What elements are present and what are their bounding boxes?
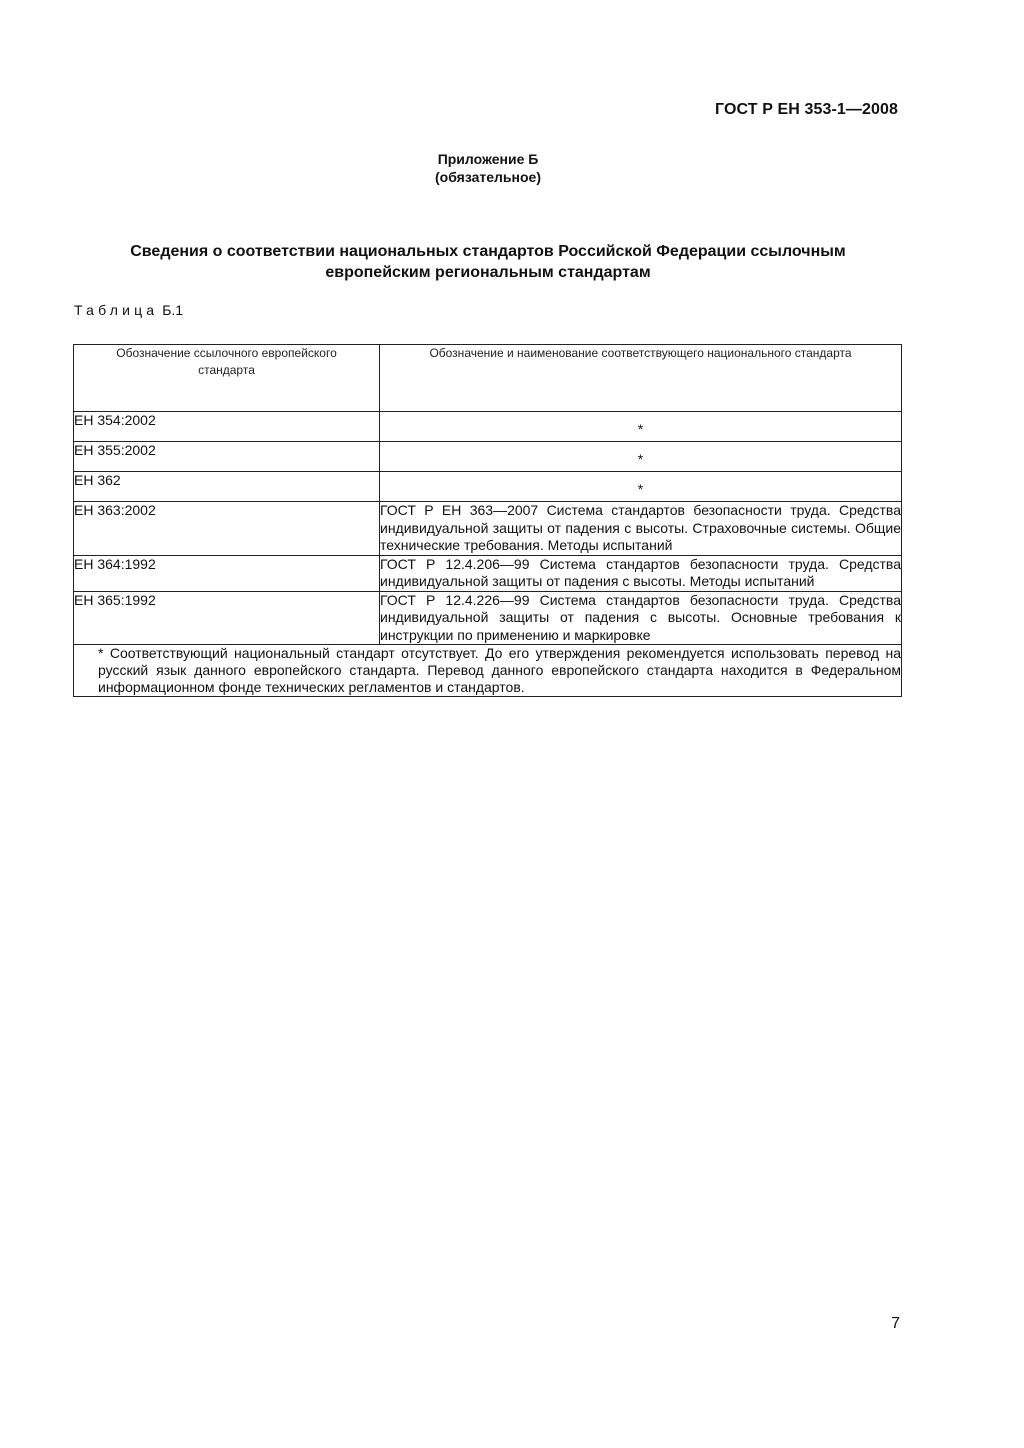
cell-ref: ЕН 362	[74, 472, 380, 502]
page-title	[74, 241, 902, 283]
table-row	[74, 412, 902, 442]
table-row	[74, 442, 902, 472]
cell-national: *	[380, 442, 902, 472]
cell-ref: ЕН 365:1992	[74, 591, 380, 645]
cell-national: ГОСТ Р ЕН 363—2007 Система стандартов безопасности труда. Средства индивидуальной защиты от падения с высоты. Страховочные системы. Общие технические требования. Методы испытаний	[380, 502, 901, 553]
table-label	[74, 302, 183, 318]
table-footnote	[74, 645, 902, 697]
appendix-status: (обязательное)	[434, 169, 541, 185]
cell-national: *	[380, 412, 902, 442]
cell-ref: ЕН 354:2002	[74, 412, 380, 442]
table-row	[74, 555, 902, 591]
table-footnote-row	[74, 645, 902, 697]
table-label-number: Б.1	[162, 302, 184, 318]
title-line-2: европейским региональным стандартам	[325, 264, 651, 281]
title-line-1: Сведения о соответствии национальных стандартов Российской Федерации ссылочным	[130, 243, 846, 260]
table-header-row	[74, 345, 902, 412]
table-row	[74, 591, 902, 645]
cell-ref: ЕН 355:2002	[74, 442, 380, 472]
appendix-heading	[0, 150, 976, 186]
page-number: 7	[891, 1315, 900, 1332]
cell-national: ГОСТ Р 12.4.226—99 Система стандартов безопасности труда. Средства индивидуальной защиты от падения с высоты. Основные требования к инструкции по применению и маркировке	[380, 591, 901, 643]
cell-ref: ЕН 364:1992	[74, 555, 380, 591]
table-row	[74, 472, 902, 502]
cell-national: ГОСТ Р 12.4.206—99 Система стандартов безопасности труда. Средства индивидуальной защиты от падения с высоты. Методы испытаний	[380, 555, 901, 589]
table-row	[74, 502, 902, 556]
cell-national: *	[380, 472, 902, 502]
footnote-text: * Соответствующий национальный стандарт отсутствует. До его утверждения рекомендуется использовать перевод на русский язык данного европейского стандарта. Перевод данного европейского стандарта находится в Федеральном информационном фонде технических регламентов и стандартов.	[98, 645, 901, 695]
header-ref-standard: Обозначение ссылочного европейского стандарта	[74, 345, 380, 412]
table-label-word: Таблица	[74, 302, 159, 318]
document-code: ГОСТ Р ЕН 353-1—2008	[715, 101, 898, 118]
cell-ref: ЕН 363:2002	[74, 502, 380, 556]
standards-table	[73, 344, 902, 697]
appendix-label: Приложение Б	[437, 151, 539, 167]
header-national-standard: Обозначение и наименование соответствующего национального стандарта	[380, 345, 902, 412]
